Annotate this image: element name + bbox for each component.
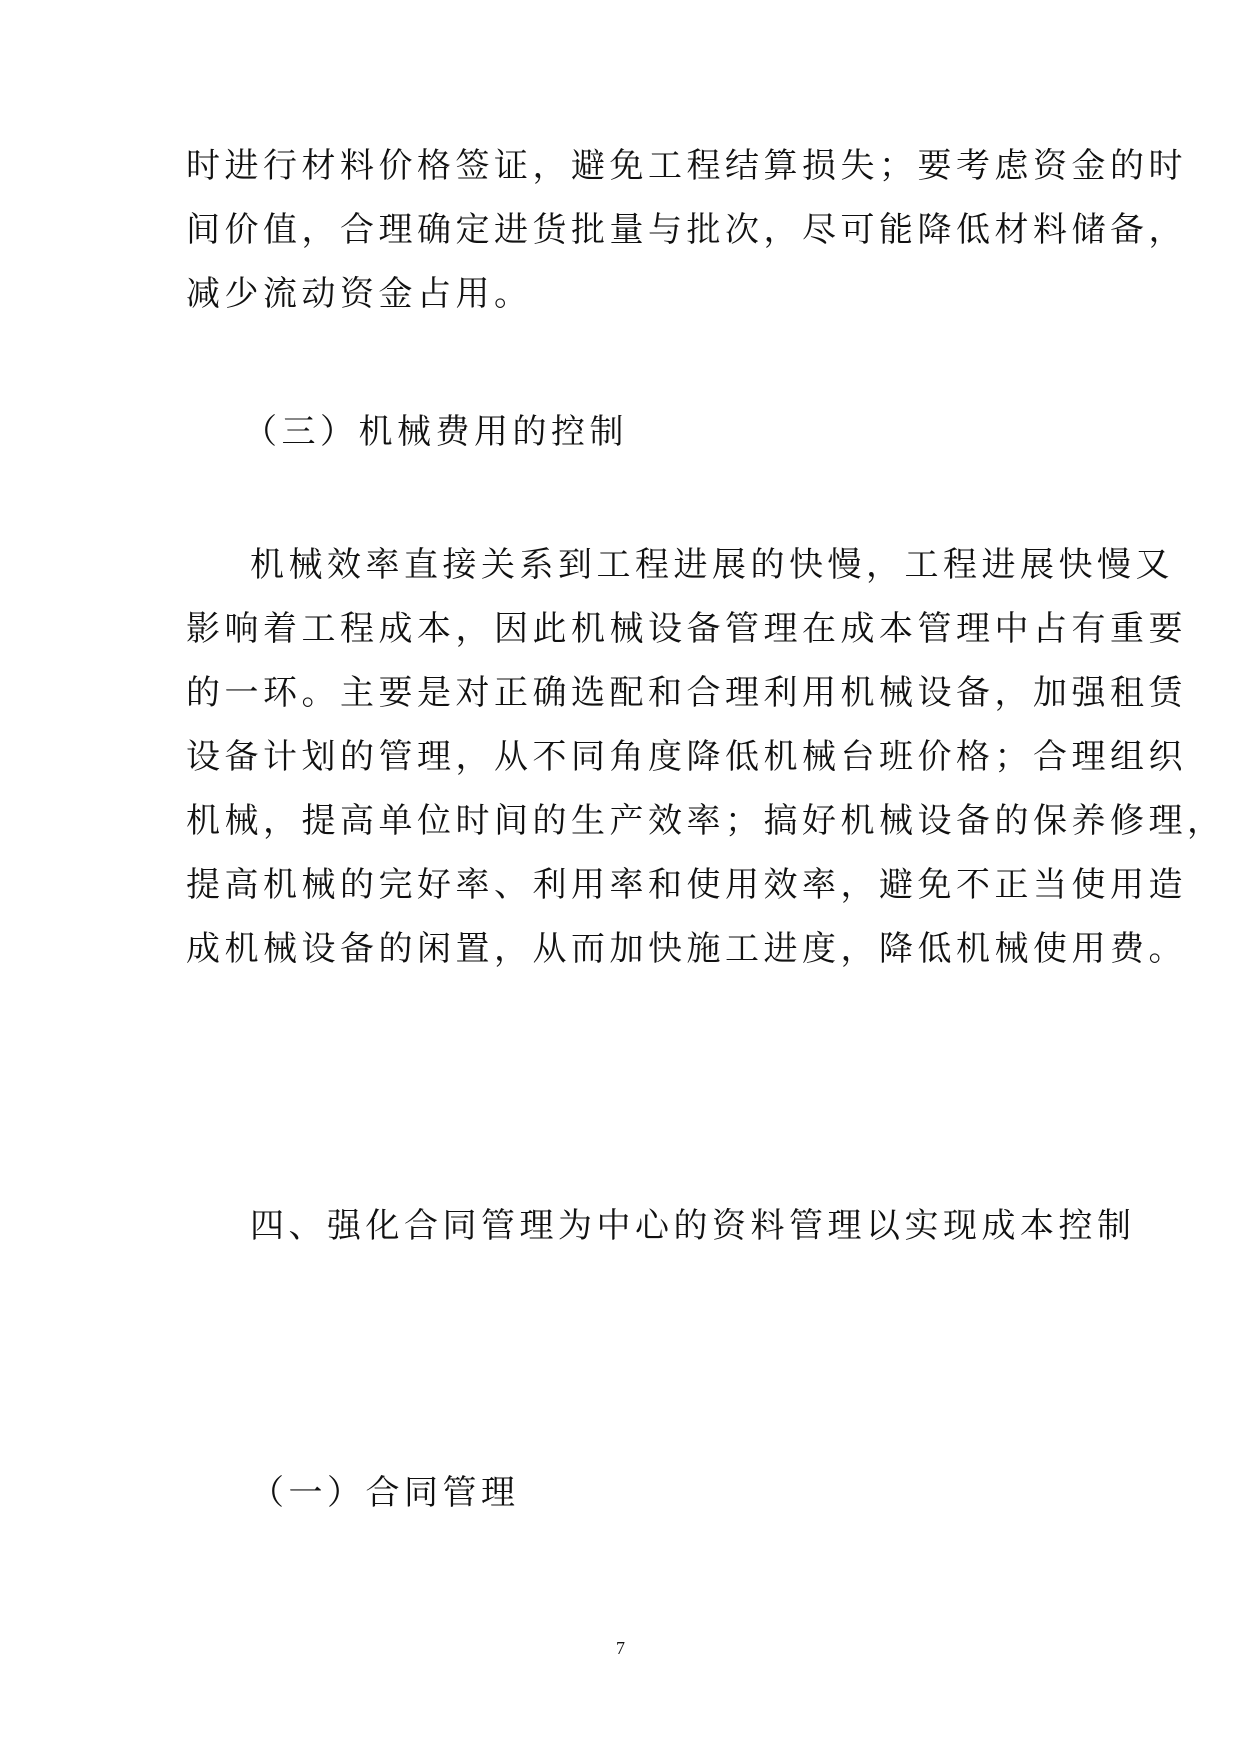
section-heading-machinery-cost: （三）机械费用的控制 (243, 412, 628, 452)
page-number: 7 (616, 1638, 625, 1658)
paragraph-line: 间价值，合理确定进货批量与批次，尽可能降低材料储备， (186, 210, 1187, 250)
section-heading-contract-centered-management: 四、强化合同管理为中心的资料管理以实现成本控制 (250, 1206, 1136, 1246)
paragraph-line: 减少流动资金占用。 (186, 274, 533, 314)
subsection-heading-contract-management: （一）合同管理 (250, 1473, 520, 1513)
paragraph-line: 成机械设备的闲置，从而加快施工进度，降低机械使用费。 (186, 929, 1187, 969)
paragraph-line: 影响着工程成本，因此机械设备管理在成本管理中占有重要 (186, 609, 1187, 649)
paragraph-line: 时进行材料价格签证，避免工程结算损失；要考虑资金的时 (186, 146, 1187, 186)
paragraph-line: 设备计划的管理，从不同角度降低机械台班价格；合理组织 (186, 737, 1187, 777)
paragraph-line: 提高机械的完好率、利用率和使用效率，避免不正当使用造 (186, 865, 1187, 905)
paragraph-line: 机械，提高单位时间的生产效率；搞好机械设备的保养修理， (186, 801, 1226, 841)
paragraph-line: 机械效率直接关系到工程进展的快慢，工程进展快慢又 (250, 545, 1174, 585)
paragraph-line: 的一环。主要是对正确选配和合理利用机械设备，加强租赁 (186, 673, 1187, 713)
